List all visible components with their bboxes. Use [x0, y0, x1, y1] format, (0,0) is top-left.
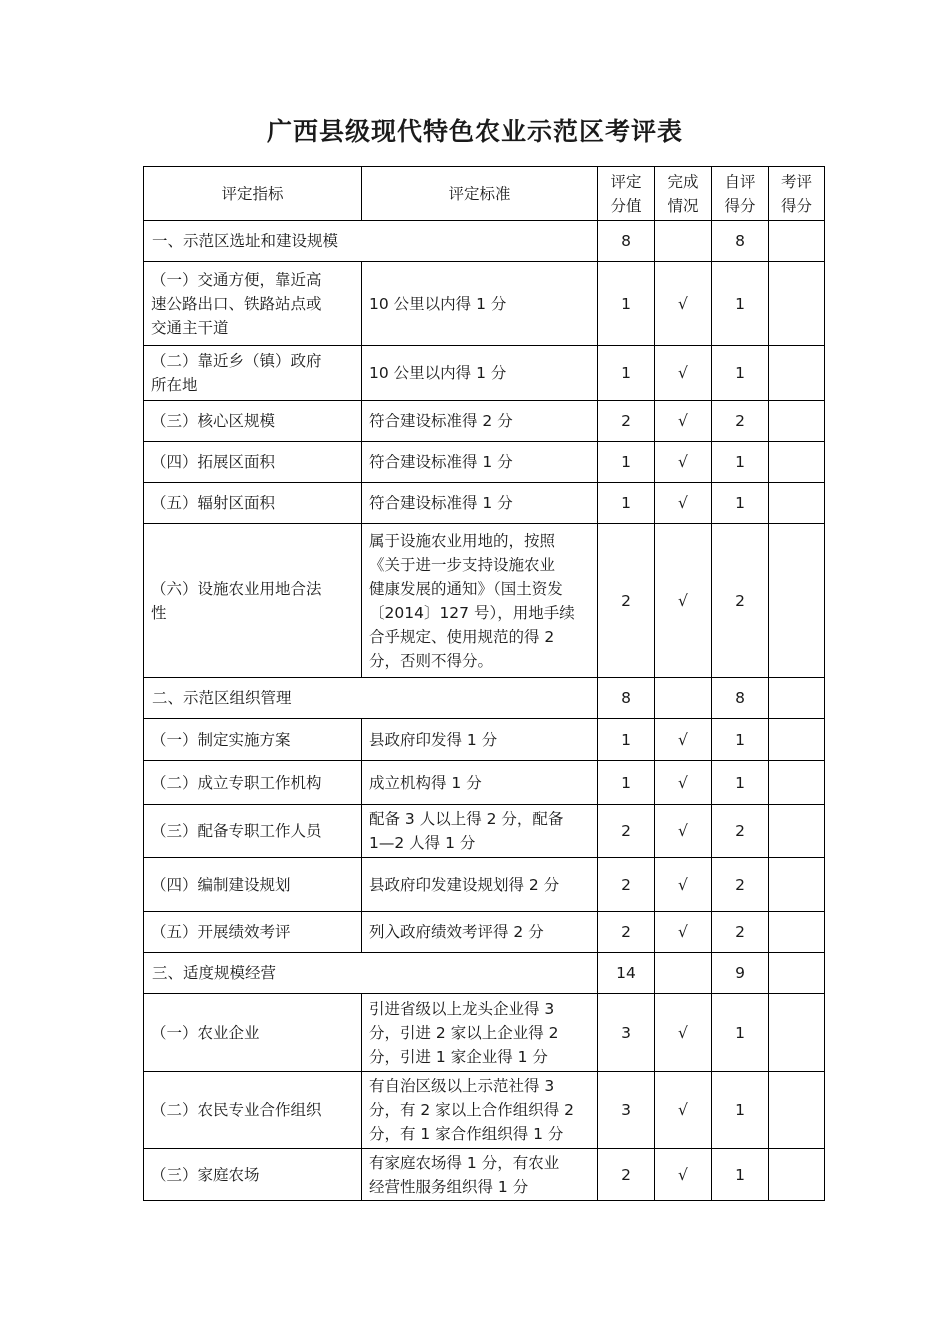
indicator-cell: （五）开展绩效考评	[144, 912, 362, 953]
completion-check: √	[655, 994, 712, 1072]
section-score: 14	[598, 953, 655, 994]
completion-check: √	[655, 912, 712, 953]
self-score-cell: 1	[712, 346, 769, 401]
indicator-cell: （三）家庭农场	[144, 1149, 362, 1201]
self-score-cell: 1	[712, 262, 769, 346]
indicator-cell: （二）农民专业合作组织	[144, 1072, 362, 1149]
self-score-cell: 1	[712, 442, 769, 483]
table-row	[144, 483, 825, 524]
table-row	[144, 1072, 825, 1149]
completion-check: √	[655, 761, 712, 805]
completion-check: √	[655, 401, 712, 442]
score-value-cell: 1	[598, 761, 655, 805]
review-score-cell	[769, 346, 825, 401]
completion-check: √	[655, 805, 712, 858]
table-row	[144, 912, 825, 953]
standard-cell: 配备 3 人以上得 2 分，配备 1—2 人得 1 分	[362, 805, 598, 858]
score-value-cell: 3	[598, 994, 655, 1072]
standard-cell: 引进省级以上龙头企业得 3 分，引进 2 家以上企业得 2 分，引进 1 家企业得 1 分	[362, 994, 598, 1072]
completion-check: √	[655, 346, 712, 401]
review-score-cell	[769, 442, 825, 483]
review-score-cell	[769, 1149, 825, 1201]
score-value-cell: 1	[598, 483, 655, 524]
self-score-cell: 1	[712, 1072, 769, 1149]
self-score-cell: 1	[712, 994, 769, 1072]
section-self-score: 8	[712, 221, 769, 262]
score-value-cell: 2	[598, 401, 655, 442]
section-review-score	[769, 221, 825, 262]
table-row	[144, 719, 825, 761]
indicator-cell: （五）辐射区面积	[144, 483, 362, 524]
header-self-score: 自评 得分	[712, 167, 769, 221]
section-name: 一、示范区选址和建设规模	[144, 221, 598, 262]
standard-cell: 符合建设标准得 1 分	[362, 483, 598, 524]
completion-check: √	[655, 483, 712, 524]
score-value-cell: 1	[598, 719, 655, 761]
completion-check: √	[655, 1149, 712, 1201]
standard-cell: 属于设施农业用地的，按照 《关于进一步支持设施农业 健康发展的通知》（国土资发 〔2014〕127 号），用地手续 合乎规定、使用规范的得 2 分，否则不得分。	[362, 524, 598, 678]
header-completion: 完成 情况	[655, 167, 712, 221]
score-value-cell: 2	[598, 524, 655, 678]
section-score: 8	[598, 678, 655, 719]
completion-check: √	[655, 262, 712, 346]
table-row	[144, 401, 825, 442]
evaluation-table	[143, 166, 825, 1201]
table-row	[144, 524, 825, 678]
header-indicator: 评定指标	[144, 167, 362, 221]
review-score-cell	[769, 262, 825, 346]
self-score-cell: 1	[712, 719, 769, 761]
table-row	[144, 1149, 825, 1201]
table-row	[144, 761, 825, 805]
section-review-score	[769, 678, 825, 719]
section-completion	[655, 221, 712, 262]
review-score-cell	[769, 1072, 825, 1149]
standard-cell: 有家庭农场得 1 分，有农业 经营性服务组织得 1 分	[362, 1149, 598, 1201]
score-value-cell: 3	[598, 1072, 655, 1149]
section-self-score: 9	[712, 953, 769, 994]
review-score-cell	[769, 761, 825, 805]
score-value-cell: 2	[598, 912, 655, 953]
completion-check: √	[655, 1072, 712, 1149]
self-score-cell: 2	[712, 805, 769, 858]
section-review-score	[769, 953, 825, 994]
section-completion	[655, 678, 712, 719]
section-score: 8	[598, 221, 655, 262]
standard-cell: 有自治区级以上示范社得 3 分，有 2 家以上合作组织得 2 分，有 1 家合作组织得 1 分	[362, 1072, 598, 1149]
indicator-cell: （三）核心区规模	[144, 401, 362, 442]
score-value-cell: 2	[598, 1149, 655, 1201]
indicator-cell: （二）靠近乡（镇）政府 所在地	[144, 346, 362, 401]
section-row	[144, 678, 825, 719]
self-score-cell: 2	[712, 524, 769, 678]
review-score-cell	[769, 524, 825, 678]
header-score-value: 评定 分值	[598, 167, 655, 221]
table-header-row	[144, 167, 825, 221]
header-standard: 评定标准	[362, 167, 598, 221]
self-score-cell: 2	[712, 401, 769, 442]
standard-cell: 符合建设标准得 1 分	[362, 442, 598, 483]
table-row	[144, 262, 825, 346]
completion-check: √	[655, 719, 712, 761]
table-row	[144, 994, 825, 1072]
standard-cell: 10 公里以内得 1 分	[362, 346, 598, 401]
standard-cell: 列入政府绩效考评得 2 分	[362, 912, 598, 953]
indicator-cell: （四）拓展区面积	[144, 442, 362, 483]
indicator-cell: （三）配备专职工作人员	[144, 805, 362, 858]
table-row	[144, 805, 825, 858]
section-name: 三、适度规模经营	[144, 953, 598, 994]
review-score-cell	[769, 912, 825, 953]
review-score-cell	[769, 858, 825, 912]
table-row	[144, 346, 825, 401]
score-value-cell: 2	[598, 858, 655, 912]
indicator-cell: （一）交通方便，靠近高 速公路出口、铁路站点或 交通主干道	[144, 262, 362, 346]
indicator-cell: （一）制定实施方案	[144, 719, 362, 761]
table-row	[144, 442, 825, 483]
self-score-cell: 1	[712, 761, 769, 805]
score-value-cell: 1	[598, 262, 655, 346]
standard-cell: 成立机构得 1 分	[362, 761, 598, 805]
section-row	[144, 221, 825, 262]
review-score-cell	[769, 483, 825, 524]
standard-cell: 县政府印发建设规划得 2 分	[362, 858, 598, 912]
self-score-cell: 1	[712, 1149, 769, 1201]
page-title: 广西县级现代特色农业示范区考评表	[266, 117, 683, 146]
section-name: 二、示范区组织管理	[144, 678, 598, 719]
review-score-cell	[769, 805, 825, 858]
self-score-cell: 2	[712, 858, 769, 912]
header-review-score: 考评 得分	[769, 167, 825, 221]
self-score-cell: 1	[712, 483, 769, 524]
completion-check: √	[655, 442, 712, 483]
completion-check: √	[655, 858, 712, 912]
standard-cell: 符合建设标准得 2 分	[362, 401, 598, 442]
section-completion	[655, 953, 712, 994]
indicator-cell: （一）农业企业	[144, 994, 362, 1072]
table-row	[144, 858, 825, 912]
review-score-cell	[769, 401, 825, 442]
section-self-score: 8	[712, 678, 769, 719]
section-row	[144, 953, 825, 994]
indicator-cell: （二）成立专职工作机构	[144, 761, 362, 805]
review-score-cell	[769, 719, 825, 761]
review-score-cell	[769, 994, 825, 1072]
score-value-cell: 1	[598, 346, 655, 401]
score-value-cell: 2	[598, 805, 655, 858]
indicator-cell: （四）编制建设规划	[144, 858, 362, 912]
standard-cell: 10 公里以内得 1 分	[362, 262, 598, 346]
completion-check: √	[655, 524, 712, 678]
score-value-cell: 1	[598, 442, 655, 483]
indicator-cell: （六）设施农业用地合法 性	[144, 524, 362, 678]
standard-cell: 县政府印发得 1 分	[362, 719, 598, 761]
self-score-cell: 2	[712, 912, 769, 953]
